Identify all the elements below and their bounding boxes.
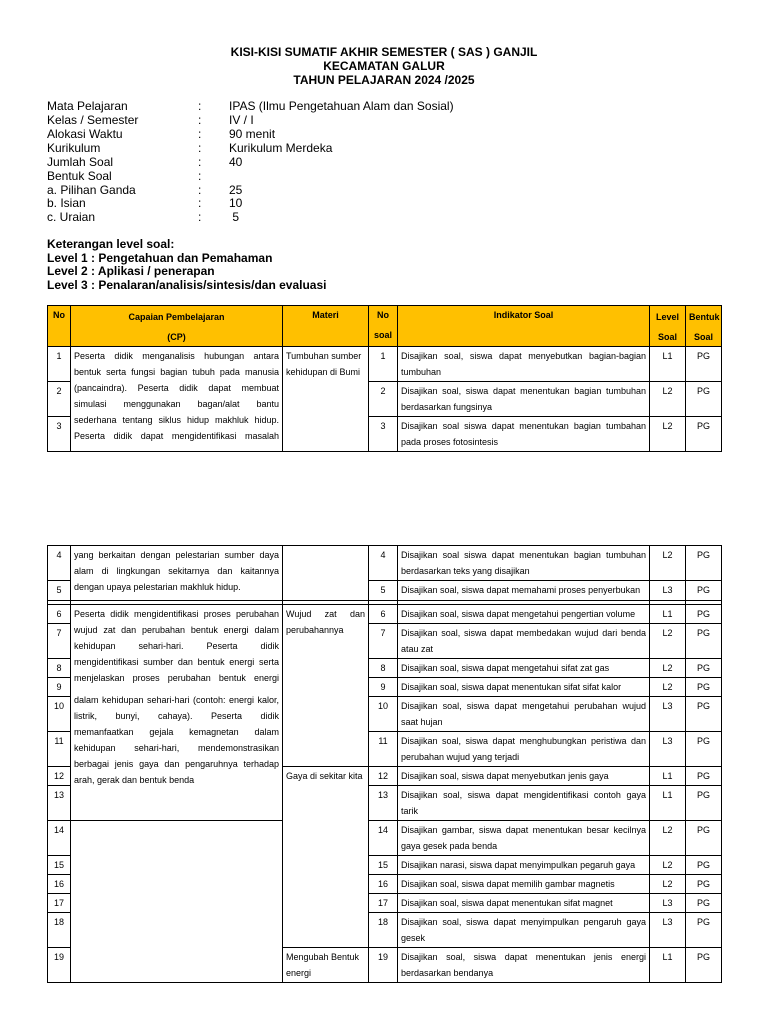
cell-level: L2 bbox=[650, 417, 686, 452]
info-colon: : bbox=[198, 113, 202, 127]
info-colon: : bbox=[198, 155, 202, 169]
header-bentuk-line2: Soal bbox=[693, 332, 713, 342]
cell-indikator: Disajikan soal, siswa dapat menentukan sifat magnet bbox=[398, 894, 650, 913]
info-label: Bentuk Soal bbox=[47, 169, 112, 183]
cell-indikator: Disajikan soal siswa dapat menentukan bagian tumbuhan berdasarkan teks yang disajikan bbox=[398, 546, 650, 581]
cp-line: berbagai jenis gaya dan pengaruhnya terhadap bbox=[74, 759, 279, 769]
info-label: c. Uraian bbox=[47, 210, 96, 224]
info-colon: : bbox=[198, 99, 202, 113]
cell-nosoal: 2 bbox=[369, 382, 398, 417]
header-no: No bbox=[48, 306, 71, 347]
cp-line: Peserta didik menganalisis hubungan antara bbox=[74, 351, 279, 361]
cell-materi: Wujud zat dan perubahannya bbox=[283, 605, 369, 767]
cp-line: simulasi menggunakan bagan/alat bantu bbox=[74, 399, 279, 409]
cell-level: L1 bbox=[650, 605, 686, 624]
info-label: a. Pilihan Ganda bbox=[47, 183, 136, 197]
cp-line: wujud zat dan perubahan bentuk energi dalam bbox=[74, 625, 279, 635]
cell-level: L2 bbox=[650, 659, 686, 678]
cell-level: L2 bbox=[650, 624, 686, 659]
info-colon: : bbox=[198, 169, 202, 183]
cell-cp bbox=[71, 821, 283, 983]
cell-level: L2 bbox=[650, 678, 686, 697]
cell-level: L3 bbox=[650, 894, 686, 913]
cell-indikator: Disajikan soal, siswa dapat memilih gambar magnetis bbox=[398, 875, 650, 894]
info-label: Kelas / Semester bbox=[47, 113, 139, 127]
info-label: b. Isian bbox=[47, 196, 86, 210]
cell-bentuk: PG bbox=[686, 659, 722, 678]
cell-nosoal: 8 bbox=[369, 659, 398, 678]
cell-indikator: Disajikan soal, siswa dapat membedakan wujud dari benda atau zat bbox=[398, 624, 650, 659]
cell-nosoal: 14 bbox=[369, 821, 398, 856]
cell-level: L2 bbox=[650, 875, 686, 894]
info-colon: : bbox=[198, 141, 202, 155]
cp-line: dengan upaya pelestarian makhluk hidup. bbox=[74, 582, 241, 592]
info-colon: : bbox=[198, 210, 202, 224]
cp-line: kehidupan sehari-hari. Peserta didik bbox=[74, 641, 279, 651]
cell-no: 13 bbox=[48, 786, 71, 821]
table-row bbox=[48, 605, 722, 624]
cell-indikator: Disajikan soal, siswa dapat menyimpulkan pengaruh gaya gesek bbox=[398, 913, 650, 948]
cell-nosoal: 3 bbox=[369, 417, 398, 452]
cell-indikator: Disajikan soal, siswa dapat menentukan jenis energi berdasarkan bendanya bbox=[398, 948, 650, 983]
cell-level: L3 bbox=[650, 732, 686, 767]
cell-bentuk: PG bbox=[686, 697, 722, 732]
cp-line: bentuk serta fungsi bagian tubuh pada manusia bbox=[74, 367, 279, 377]
doc-title: KISI-KISI SUMATIF AKHIR SEMESTER ( SAS ) GANJIL bbox=[230, 45, 538, 59]
cell-nosoal: 5 bbox=[369, 581, 398, 601]
cell-bentuk: PG bbox=[686, 767, 722, 786]
cell-no: 17 bbox=[48, 894, 71, 913]
cp-line: dalam kehidupan sehari-hari (contoh: energi kalor, bbox=[74, 695, 279, 705]
cell-nosoal: 16 bbox=[369, 875, 398, 894]
cell-no: 19 bbox=[48, 948, 71, 983]
info-colon: : bbox=[198, 127, 202, 141]
info-label: Mata Pelajaran bbox=[47, 99, 128, 113]
cell-bentuk: PG bbox=[686, 347, 722, 382]
grid-table-part-2 bbox=[47, 545, 722, 983]
cell-nosoal: 4 bbox=[369, 546, 398, 581]
cell-no: 18 bbox=[48, 913, 71, 948]
cell-indikator: Disajikan soal, siswa dapat mengetahui pengertian volume bbox=[398, 605, 650, 624]
cell-indikator: Disajikan soal, siswa dapat menghubungkan peristiwa dan perubahan wujud yang terjadi bbox=[398, 732, 650, 767]
cell-nosoal: 1 bbox=[369, 347, 398, 382]
cell-no: 12 bbox=[48, 767, 71, 786]
cell-nosoal: 7 bbox=[369, 624, 398, 659]
level-3-text: Level 3 : Penalaran/analisis/sintesis/dan evaluasi bbox=[47, 278, 327, 292]
cp-line: listrik, bunyi, cahaya). Peserta didik bbox=[74, 711, 279, 721]
cp-line: Peserta didik mengidentifikasi proses perubahan bbox=[74, 609, 279, 619]
header-bentuk bbox=[686, 306, 722, 347]
info-row bbox=[47, 170, 547, 183]
cell-bentuk: PG bbox=[686, 894, 722, 913]
cell-no: 11 bbox=[48, 732, 71, 767]
cell-no: 5 bbox=[48, 581, 71, 601]
cell-bentuk: PG bbox=[686, 913, 722, 948]
info-row bbox=[47, 114, 547, 127]
cell-bentuk: PG bbox=[686, 821, 722, 856]
table-header-row bbox=[48, 306, 722, 347]
cell-level: L3 bbox=[650, 581, 686, 601]
cell-indikator: Disajikan soal, siswa dapat mengetahui perubahan wujud saat hujan bbox=[398, 697, 650, 732]
info-row bbox=[47, 142, 547, 155]
table-row bbox=[48, 546, 722, 581]
header-cp bbox=[71, 306, 283, 347]
cp-line: arah, gerak dan bentuk benda bbox=[74, 775, 195, 785]
table-row bbox=[48, 347, 722, 382]
cell-materi bbox=[283, 546, 369, 601]
cell-bentuk: PG bbox=[686, 856, 722, 875]
info-row bbox=[47, 211, 547, 224]
info-row bbox=[47, 128, 547, 141]
cell-cp bbox=[71, 546, 283, 601]
cell-indikator: Disajikan gambar, siswa dapat menentukan besar kecilnya gaya gesek pada benda bbox=[398, 821, 650, 856]
cell-level: L3 bbox=[650, 697, 686, 732]
cell-no: 1 bbox=[48, 347, 71, 382]
info-label: Kurikulum bbox=[47, 141, 101, 155]
cp-line: menjelaskan proses perubahan bentuk energi bbox=[74, 673, 279, 683]
cell-materi: Tumbuhan sumber kehidupan di Bumi bbox=[283, 347, 369, 452]
cell-bentuk: PG bbox=[686, 417, 722, 452]
cp-line: yang berkaitan dengan pelestarian sumber daya bbox=[74, 550, 279, 560]
cell-nosoal: 17 bbox=[369, 894, 398, 913]
cell-materi: Mengubah Bentuk energi bbox=[283, 948, 369, 983]
cell-indikator: Disajikan narasi, siswa dapat menyimpulkan pegaruh gaya bbox=[398, 856, 650, 875]
header-level-line2: Soal bbox=[657, 332, 677, 342]
header-nosoal-line2: soal bbox=[373, 330, 392, 340]
cp-line: kehidupan sehari-hari, mendemonstrasikan bbox=[74, 743, 279, 753]
cp-line: Peserta didik dapat mengidentifikasi masalah bbox=[74, 431, 279, 441]
cell-indikator: Disajikan soal, siswa dapat menyebutkan jenis gaya bbox=[398, 767, 650, 786]
info-colon: : bbox=[198, 196, 202, 210]
cell-bentuk: PG bbox=[686, 546, 722, 581]
cell-level: L1 bbox=[650, 948, 686, 983]
cell-level: L2 bbox=[650, 821, 686, 856]
info-row bbox=[47, 197, 547, 210]
header-cp-line1: Capaian Pembelajaran bbox=[128, 312, 225, 322]
cell-level: L1 bbox=[650, 767, 686, 786]
info-value: Kurikulum Merdeka bbox=[229, 141, 333, 155]
cell-indikator: Disajikan soal, siswa dapat menyebutkan bagian-bagian tumbuhan bbox=[398, 347, 650, 382]
cell-level: L2 bbox=[650, 382, 686, 417]
cell-no: 4 bbox=[48, 546, 71, 581]
cell-bentuk: PG bbox=[686, 948, 722, 983]
doc-subtitle-year: TAHUN PELAJARAN 2024 /2025 bbox=[293, 73, 475, 87]
cell-nosoal: 12 bbox=[369, 767, 398, 786]
cell-bentuk: PG bbox=[686, 382, 722, 417]
cell-no: 8 bbox=[48, 659, 71, 678]
cell-bentuk: PG bbox=[686, 581, 722, 601]
info-value: IV / I bbox=[229, 113, 254, 127]
info-value: 90 menit bbox=[229, 127, 276, 141]
cp-line: alam di lingkungan sekitarnya dan kaitannya bbox=[74, 566, 279, 576]
cell-bentuk: PG bbox=[686, 605, 722, 624]
cell-bentuk: PG bbox=[686, 875, 722, 894]
cp-line: sederhana tentang siklus hidup makhluk hidup. bbox=[74, 415, 279, 425]
header-level bbox=[650, 306, 686, 347]
cell-nosoal: 11 bbox=[369, 732, 398, 767]
cell-indikator: Disajikan soal, siswa dapat menentukan sifat sifat kalor bbox=[398, 678, 650, 697]
cell-indikator: Disajikan soal siswa dapat menentukan bagian tumbahan pada proses fotosintesis bbox=[398, 417, 650, 452]
info-value: 5 bbox=[229, 210, 240, 224]
info-label: Jumlah Soal bbox=[47, 155, 114, 169]
cp-line: (pancaindra). Peserta didik dapat membuat bbox=[74, 383, 279, 393]
cell-level: L2 bbox=[650, 546, 686, 581]
cell-nosoal: 13 bbox=[369, 786, 398, 821]
info-value: 25 bbox=[229, 183, 243, 197]
header-nosoal bbox=[369, 306, 398, 347]
cell-no: 16 bbox=[48, 875, 71, 894]
cell-indikator: Disajikan soal, siswa dapat menentukan bagian tumbuhan berdasarkan fungsinya bbox=[398, 382, 650, 417]
cell-bentuk: PG bbox=[686, 732, 722, 767]
cell-cp bbox=[71, 605, 283, 821]
cell-no: 3 bbox=[48, 417, 71, 452]
header-indikator: Indikator Soal bbox=[398, 306, 650, 347]
cell-cp bbox=[71, 347, 283, 452]
cell-no: 6 bbox=[48, 605, 71, 624]
cell-bentuk: PG bbox=[686, 678, 722, 697]
header-cp-line2: (CP) bbox=[167, 332, 186, 342]
cell-indikator: Disajikan soal, siswa dapat memahami proses penyerbukan bbox=[398, 581, 650, 601]
cell-nosoal: 9 bbox=[369, 678, 398, 697]
cell-no: 9 bbox=[48, 678, 71, 697]
cell-nosoal: 15 bbox=[369, 856, 398, 875]
doc-subtitle-district: KECAMATAN GALUR bbox=[323, 59, 445, 73]
level-2-text: Level 2 : Aplikasi / penerapan bbox=[47, 264, 215, 278]
info-row bbox=[47, 156, 547, 169]
cell-level: L1 bbox=[650, 786, 686, 821]
cell-no: 2 bbox=[48, 382, 71, 417]
header-materi: Materi bbox=[283, 306, 369, 347]
cell-level: L1 bbox=[650, 347, 686, 382]
header-level-line1: Level bbox=[655, 312, 679, 322]
cp-line: memanfaatkan gejala kemagnetan dalam bbox=[74, 727, 279, 737]
header-nosoal-line1: No bbox=[377, 310, 389, 320]
cell-bentuk: PG bbox=[686, 786, 722, 821]
cell-nosoal: 18 bbox=[369, 913, 398, 948]
level-1-text: Level 1 : Pengetahuan dan Pemahaman bbox=[47, 251, 273, 265]
cell-no: 10 bbox=[48, 697, 71, 732]
table-row bbox=[48, 821, 722, 856]
info-value: 40 bbox=[229, 155, 243, 169]
cell-no: 15 bbox=[48, 856, 71, 875]
info-row bbox=[47, 100, 547, 113]
info-label: Alokasi Waktu bbox=[47, 127, 123, 141]
level-heading: Keterangan level soal: bbox=[47, 237, 175, 251]
info-value: IPAS (Ilmu Pengetahuan Alam dan Sosial) bbox=[229, 99, 454, 113]
cell-nosoal: 10 bbox=[369, 697, 398, 732]
cell-level: L2 bbox=[650, 856, 686, 875]
cell-indikator: Disajikan soal, siswa dapat mengidentifikasi contoh gaya tarik bbox=[398, 786, 650, 821]
cell-level: L3 bbox=[650, 913, 686, 948]
cell-bentuk: PG bbox=[686, 624, 722, 659]
info-value: 10 bbox=[229, 196, 243, 210]
cell-nosoal: 19 bbox=[369, 948, 398, 983]
cell-indikator: Disajikan soal, siswa dapat mengetahui sifat zat gas bbox=[398, 659, 650, 678]
cell-materi: Gaya di sekitar kita bbox=[283, 767, 369, 948]
cell-no: 7 bbox=[48, 624, 71, 659]
cell-nosoal: 6 bbox=[369, 605, 398, 624]
grid-table-part-1 bbox=[47, 305, 722, 452]
info-colon: : bbox=[198, 183, 202, 197]
cp-line: mengidentifikasi sumber dan bentuk energi serta bbox=[74, 657, 279, 667]
cell-no: 14 bbox=[48, 821, 71, 856]
header-bentuk-line1: Bentuk bbox=[689, 312, 720, 322]
info-row bbox=[47, 184, 547, 197]
